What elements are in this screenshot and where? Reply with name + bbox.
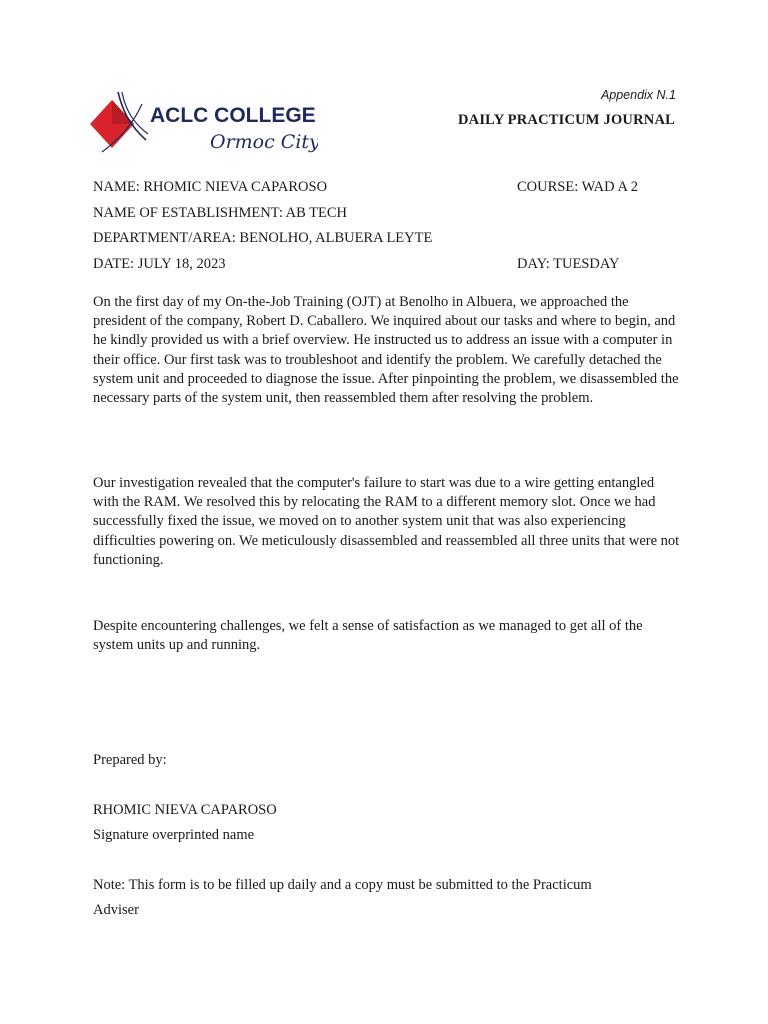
journal-paragraph-2: Our investigation revealed that the computer's failure to start was due to a wire getting entangled with the RAM. We resolved this by relocating the RAM to a different memory slot. Once we had successfully fixed the issue, we moved on to another system unit that was also experiencing difficulties powering on. We meticulously disassembled and reassembled all three units that were not functioning.	[93, 475, 680, 568]
name-field: NAME: RHOMIC NIEVA CAPAROSO	[93, 179, 328, 195]
department-field: DEPARTMENT/AREA: BENOLHO, ALBUERA LEYTE	[93, 230, 433, 246]
note-line-1: Note: This form is to be filled up daily and a copy must be submitted to the Practicum	[93, 877, 592, 893]
preparer-name: RHOMIC NIEVA CAPAROSO	[93, 802, 277, 818]
logo-college-text: ACLC COLLEGE	[150, 104, 316, 127]
signature-label: Signature overprinted name	[93, 827, 255, 843]
date-field: DATE: JULY 18, 2023	[93, 256, 226, 272]
day-field: DAY: TUESDAY	[517, 256, 620, 272]
document-title: DAILY PRACTICUM JOURNAL	[457, 112, 675, 128]
logo-diamond-shade	[112, 100, 134, 124]
course-field: COURSE: WAD A 2	[517, 179, 638, 195]
logo-city-text: Ormoc City	[210, 131, 318, 153]
journal-paragraph-3: Despite encountering challenges, we felt a sense of satisfaction as we managed to get all of the system units up and running.	[93, 618, 643, 654]
journal-paragraph-1: On the first day of my On-the-Job Training (OJT) at Benolho in Albuera, we approached the president of the company, Robert D. Caballero. We inquired about our tasks and where to begin, and he kindly provided us with a brief overview. He instructed us to address an issue with a computer in their office. Our first task was to troubleshoot and identify the problem. We carefully detached the system unit and proceeded to diagnose the issue. After pinpointing the problem, we disassembled the necessary parts of the system unit, then reassembled them after resolving the problem.	[93, 294, 679, 407]
note-line-2: Adviser	[93, 902, 139, 918]
establishment-field: NAME OF ESTABLISHMENT: AB TECH	[93, 205, 348, 221]
aclc-logo-icon	[88, 90, 318, 162]
college-logo	[88, 90, 318, 162]
prepared-by-label: Prepared by:	[93, 752, 167, 768]
appendix-label: Appendix N.1	[600, 88, 676, 102]
